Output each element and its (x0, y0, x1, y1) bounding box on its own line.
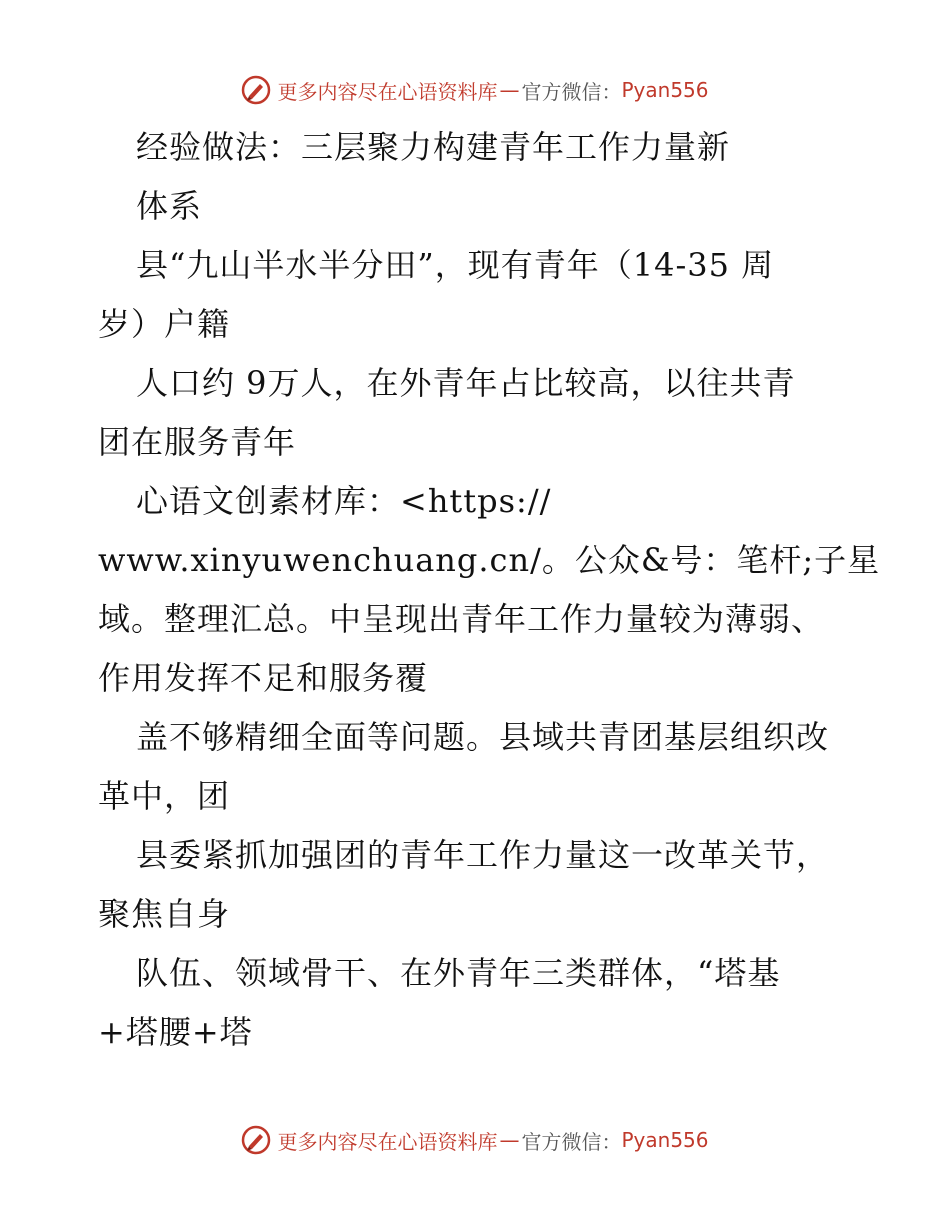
banner-wechat-id: Pyan556 (621, 78, 709, 102)
text-line: +塔腰+塔 (98, 1013, 253, 1051)
text-line: 体系 (136, 187, 203, 225)
banner-label: 官方微信： (521, 1129, 622, 1154)
text-line: 域。整理汇总。中呈现出青年工作力量较为薄弱、 (98, 600, 825, 638)
banner-label: 官方微信： (521, 79, 622, 104)
text-line: www.xinyuwenchuang.cn/。公众&号：笔杆;子星 (98, 541, 881, 579)
banner-text: 更多内容尽在心语资料库 (277, 1129, 498, 1154)
text-line: 作用发挥不足和服务覆 (98, 659, 429, 697)
text-line: 心语文创素材库：<https:// (136, 482, 552, 520)
header-banner (0, 70, 950, 110)
banner-text: 更多内容尽在心语资料库 (277, 79, 498, 104)
footer-banner (0, 1120, 950, 1160)
text-line: 团在服务青年 (98, 423, 297, 461)
banner-dash: — (499, 1128, 520, 1152)
pen-circle-logo-icon (241, 75, 271, 105)
pen-circle-logo-icon (241, 1125, 271, 1155)
banner-dash: — (499, 78, 520, 102)
text-line: 人口约 9万人，在外青年占比较高，以往共青 (136, 364, 796, 402)
document-body (98, 118, 881, 1062)
text-line: 经验做法：三层聚力构建青年工作力量新 (136, 128, 731, 166)
text-line: 队伍、领域骨干、在外青年三类群体，“塔基 (136, 954, 781, 992)
text-line: 聚焦自身 (98, 895, 231, 933)
text-line: 盖不够精细全面等问题。县域共青团基层组织改 (136, 718, 830, 756)
banner-wechat-id: Pyan556 (621, 1128, 709, 1152)
text-line: 革中，团 (98, 777, 231, 815)
text-line: 岁）户籍 (98, 305, 231, 343)
text-line: 县委紧抓加强团的青年工作力量这一改革关节， (136, 836, 830, 874)
text-line: 县“九山半水半分田”，现有青年（14-35 周 (136, 246, 775, 284)
